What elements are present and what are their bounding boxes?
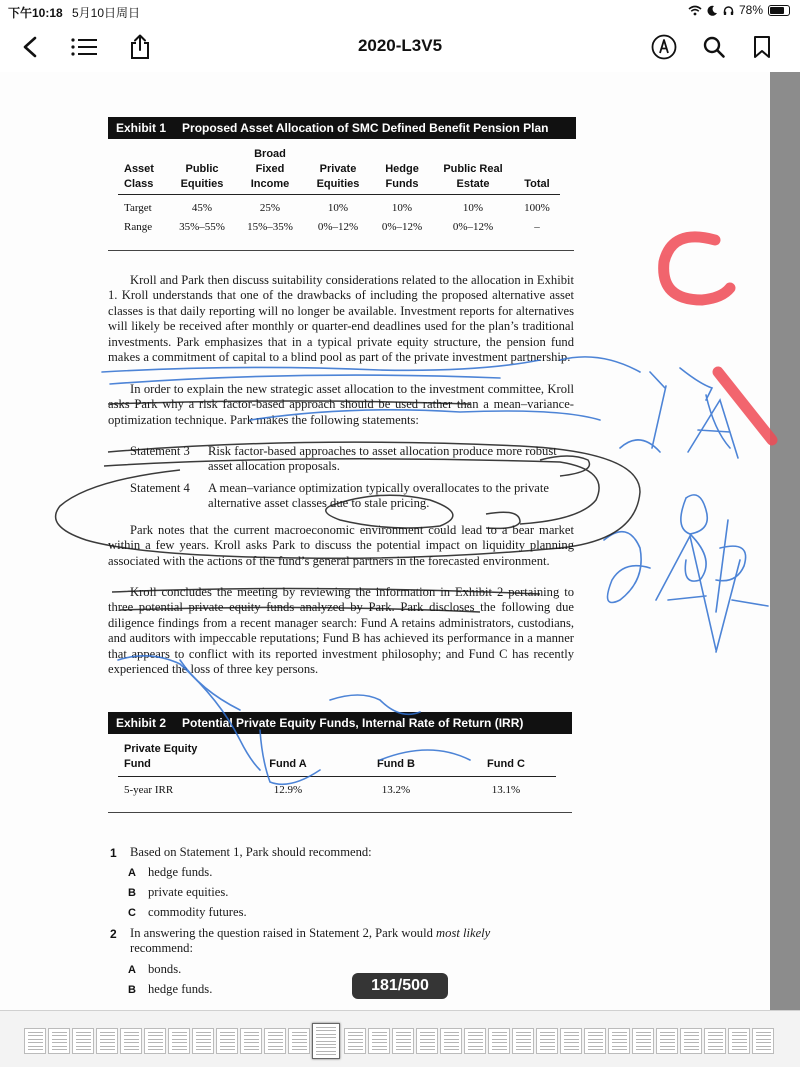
thumbnail-text-line <box>372 1049 387 1050</box>
thumbnail-text-line <box>588 1042 603 1043</box>
thumbnail-text-line <box>444 1042 459 1043</box>
thumbnail-text-line <box>684 1039 699 1040</box>
thumbnail-text-line <box>660 1035 675 1036</box>
page-thumbnail[interactable] <box>344 1028 366 1054</box>
search-icon <box>702 35 726 59</box>
thumbnail-text-line <box>28 1039 43 1040</box>
page-thumbnail[interactable] <box>72 1028 94 1054</box>
thumbnail-text-line <box>124 1032 139 1033</box>
thumbnail-text-line <box>444 1039 459 1040</box>
thumbnail-text-line <box>444 1046 459 1047</box>
thumbnail-text-line <box>540 1049 555 1050</box>
thumbnail-text-line <box>588 1049 603 1050</box>
thumbnail-text-line <box>76 1046 91 1047</box>
thumbnail-text-line <box>468 1039 483 1040</box>
back-button[interactable] <box>14 32 46 62</box>
thumbnail-text-line <box>316 1044 336 1045</box>
page-thumbnail[interactable] <box>24 1028 46 1054</box>
page-thumbnail[interactable] <box>416 1028 438 1054</box>
exhibit1-header-asset-class: Asset Class <box>124 163 154 190</box>
thumbnail-text-line <box>52 1042 67 1043</box>
thumbnail-text-line <box>268 1046 283 1047</box>
thumbnail-text-line <box>52 1039 67 1040</box>
thumbnail-text-line <box>540 1046 555 1047</box>
wifi-icon <box>688 5 702 16</box>
thumbnail-text-line <box>588 1035 603 1036</box>
page-thumbnail[interactable] <box>632 1028 654 1054</box>
thumbnail-text-line <box>516 1046 531 1047</box>
status-bar <box>0 0 800 22</box>
thumbnail-text-line <box>220 1039 235 1040</box>
page-thumbnail[interactable] <box>288 1028 310 1054</box>
exhibit2-header-fund: Private Equity Fund <box>124 743 198 770</box>
thumbnail-text-line <box>564 1039 579 1040</box>
thumbnail-text-line <box>540 1039 555 1040</box>
thumbnail-text-line <box>28 1035 43 1036</box>
thumbnail-text-line <box>564 1042 579 1043</box>
share-button[interactable] <box>124 32 156 62</box>
thumbnail-text-line <box>612 1046 627 1047</box>
page-thumbnail[interactable] <box>96 1028 118 1054</box>
thumbnail-text-line <box>588 1039 603 1040</box>
exhibit2-label: Exhibit 2 <box>116 716 167 730</box>
thumbnail-text-line <box>268 1049 283 1050</box>
page-thumbnail[interactable] <box>464 1028 486 1054</box>
thumbnail-text-line <box>148 1039 163 1040</box>
battery-percent: 78% <box>738 3 763 17</box>
thumbnail-text-line <box>420 1039 435 1040</box>
thumbnail-text-line <box>636 1032 651 1033</box>
thumbnail-text-line <box>172 1046 187 1047</box>
thumbnail-text-line <box>220 1032 235 1033</box>
thumbnail-text-line <box>172 1049 187 1050</box>
thumbnail-text-line <box>316 1041 336 1042</box>
statement4-label: Statement 4 <box>130 481 190 495</box>
search-button[interactable] <box>698 32 730 62</box>
thumbnail-text-line <box>76 1032 91 1033</box>
thumbnail-text-line <box>292 1049 307 1050</box>
exhibit1-title: Proposed Asset Allocation of SMC Defined Benefit Pension Plan <box>182 121 549 135</box>
thumbnail-text-line <box>196 1035 211 1036</box>
thumbnail-text-line <box>660 1032 675 1033</box>
page-thumbnail[interactable] <box>680 1028 702 1054</box>
thumbnail-text-line <box>100 1032 115 1033</box>
do-not-disturb-moon-icon <box>707 5 718 16</box>
status-time: 下午10:18 <box>8 6 63 20</box>
thumbnail-text-line <box>492 1042 507 1043</box>
thumbnail-text-line <box>588 1032 603 1033</box>
thumbnail-text-line <box>372 1039 387 1040</box>
thumbnail-text-line <box>420 1042 435 1043</box>
thumbnail-text-line <box>244 1046 259 1047</box>
page-thumbnail[interactable] <box>512 1028 534 1054</box>
thumbnail-text-line <box>268 1032 283 1033</box>
thumbnail-text-line <box>316 1037 336 1038</box>
share-icon <box>129 34 151 60</box>
thumbnail-text-line <box>708 1042 723 1043</box>
thumbnail-text-line <box>636 1042 651 1043</box>
thumbnail-text-line <box>612 1032 627 1033</box>
exhibit2-header-fund-c: Fund C <box>487 758 525 770</box>
thumbnail-text-line <box>468 1049 483 1050</box>
thumbnail-text-line <box>708 1032 723 1033</box>
thumbnail-text-line <box>76 1035 91 1036</box>
thumbnail-text-line <box>220 1035 235 1036</box>
thumbnail-text-line <box>316 1030 336 1031</box>
thumbnail-text-line <box>76 1042 91 1043</box>
thumbnail-text-line <box>172 1032 187 1033</box>
page-thumbnail[interactable] <box>704 1028 726 1054</box>
exhibit1-header-hedge-funds: Hedge Funds <box>385 163 419 190</box>
thumbnail-text-line <box>196 1042 211 1043</box>
page-thumbnail[interactable] <box>584 1028 606 1054</box>
thumbnail-text-line <box>516 1032 531 1033</box>
exhibit1-title-bar <box>108 117 576 139</box>
thumbnail-text-line <box>708 1049 723 1050</box>
thumbnail-text-line <box>316 1054 336 1055</box>
thumbnail-current-page[interactable] <box>312 1023 340 1059</box>
page-thumbnail[interactable] <box>120 1028 142 1054</box>
thumbnail-text-line <box>756 1049 771 1050</box>
thumbnail-text-line <box>292 1032 307 1033</box>
thumbnail-text-line <box>196 1046 211 1047</box>
thumbnail-text-line <box>220 1046 235 1047</box>
thumbnail-text-line <box>564 1032 579 1033</box>
thumbnail-text-line <box>396 1035 411 1036</box>
thumbnail-text-line <box>100 1035 115 1036</box>
thumbnail-text-line <box>124 1042 139 1043</box>
thumbnail-text-line <box>124 1039 139 1040</box>
thumbnail-text-line <box>100 1042 115 1043</box>
thumbnail-text-line <box>28 1049 43 1050</box>
thumbnail-text-line <box>732 1049 747 1050</box>
thumbnail-text-line <box>244 1032 259 1033</box>
paragraph-bear-market: Park notes that the current macroeconomic environment could lead to a bear market within a few years. Kroll asks Park to discuss the potential impact on liquidity planning associated with the actions of the fund’s general partners in the forecasted environment. <box>108 523 574 568</box>
paragraph-suitability: Kroll and Park then discuss suitability considerations related to the allocation in Exhibit 1. Kroll understands that one of the drawbacks of including the proposed alternative asset classes is that daily reporting will no longer be available. Investment reports for alternatives will likely be received after monthly or quarter-end deadlines used for the plan’s traditional investments. Park emphasizes that in a typical private equity structure, the pension fund makes a commitment of capital to a blind pool as part of the private investment partnership. <box>108 273 574 365</box>
thumbnail-text-line <box>756 1032 771 1033</box>
thumbnail-text-line <box>660 1046 675 1047</box>
exhibit1-header-private-equities: Private Equities <box>316 163 360 190</box>
thumbnail-text-line <box>732 1046 747 1047</box>
thumbnail-text-line <box>516 1039 531 1040</box>
question-2-text: In answering the question raised in Statement 2, Park would most likely recommend: <box>130 926 491 956</box>
paragraph-risk-factor: In order to explain the new strategic asset allocation to the investment committee, Kroll asks Park why a risk factor-based approach should be used rather than a mean–variance-optimization technique. Park makes the following statements: <box>108 382 574 427</box>
thumbnail-text-line <box>148 1032 163 1033</box>
thumbnail-text-line <box>468 1046 483 1047</box>
thumbnail-text-line <box>468 1032 483 1033</box>
outline-list-button[interactable] <box>68 32 100 62</box>
thumbnail-text-line <box>708 1046 723 1047</box>
bookmark-button[interactable] <box>746 32 778 62</box>
thumbnail-text-line <box>244 1049 259 1050</box>
thumbnail-text-line <box>612 1035 627 1036</box>
thumbnail-text-line <box>220 1049 235 1050</box>
thumbnail-text-line <box>148 1035 163 1036</box>
battery-icon <box>768 5 790 16</box>
toolbar <box>0 22 800 72</box>
thumbnail-text-line <box>172 1042 187 1043</box>
thumbnail-text-line <box>444 1032 459 1033</box>
thumbnail-text-line <box>708 1039 723 1040</box>
thumbnail-text-line <box>540 1042 555 1043</box>
document-viewer[interactable] <box>0 72 800 1010</box>
thumbnail-text-line <box>420 1035 435 1036</box>
thumbnail-text-line <box>420 1032 435 1033</box>
document-title: 2020-L3V5 <box>357 36 443 55</box>
exhibit1-header-total: Total <box>524 178 550 190</box>
statement3-text: Risk factor-based approaches to asset allocation produce more robust asset allocation proposals. <box>208 444 557 474</box>
thumbnail-text-line <box>244 1035 259 1036</box>
exhibit2-title: Potential Private Equity Funds, Internal Rate of Return (IRR) <box>182 716 524 730</box>
status-right <box>688 3 790 17</box>
thumbnail-text-line <box>148 1042 163 1043</box>
thumbnail-text-line <box>244 1039 259 1040</box>
exhibit1-header-rule <box>118 194 560 195</box>
thumbnail-text-line <box>420 1049 435 1050</box>
pdf-page[interactable]: Exhibit 1 Proposed Asset Allocation of SMC Defined Benefit Pension Plan Asset Class Public Equities Broad Fixed Income Private Equities Hedge Funds Public Real Estate Total Target 45% 25% 10% 10% 10% 100% Range 35%–55% 15%–35% 0%–12% 0%–12% 0%–12% – Kroll and Park then discuss suitability considerations related to the allocation in Exhibit 1. Kroll understands that one of the drawbacks of including the proposed alternative asset classes is that daily reporting will no longer be available. Investment reports for alternatives will likely be received after monthly or quarter-end deadlines used for the plan’s traditional investments. Park emphasizes that in a typical private equity structure, the pension fund makes a commitment of capital to a blind pool as part of the private investment partnership. In order to explain the new strategic asset allocation to the investment committee, Kroll asks Park why a risk factor-based approach should be used rather than a mean–variance-optimization technique. Park makes the following statements: Statement 3 Risk factor-based approaches to asset allocation produce more robust asset allocation proposals. Statement 4 A mean–variance optimization typically overallocates to the private alternative asset classes due to stale pricing. Park notes that the current macroeconomic environment could lead to a bear market within a few years. Kroll asks Park to discuss the potential impact on liquidity planning associated with the actions of the fund’s general partners in the forecasted environment. Kroll concludes the meeting by reviewing the information in Exhibit 2 pertaining to three potential private equity funds analyzed by Park. Park discloses the following due diligence findings from a recent manager search: Fund A retains administrators, custodians, and auditors with impeccable reputations; Fund B has achieved its performance in a manner that appears to conflict with its reported investment philosophy; and Fund C has recently experienced the loss of three key persons. Exhibit 2 Potential Private Equity Funds, Internal Rate of Return (IRR) Private Equity Fund Fund A Fund B Fund C 5-year IRR 12.9% 13.2% 13.1% 1 Based on Statement 1, Park should recommend: A hedge funds. B private equities. C commodity futures. 2 In answering the question raised in Statement 2, Park would most likely recommend: A bonds. B hedge funds. <box>0 72 770 1010</box>
thumbnail-text-line <box>708 1035 723 1036</box>
thumbnail-text-line <box>268 1035 283 1036</box>
thumbnail-text-line <box>684 1032 699 1033</box>
exhibit1-header-broad-fixed-income: Broad Fixed Income <box>250 148 290 190</box>
thumbnail-text-line <box>564 1035 579 1036</box>
thumbnail-text-line <box>492 1049 507 1050</box>
chevron-left-icon <box>22 36 38 58</box>
thumbnail-text-line <box>516 1042 531 1043</box>
thumbnail-text-line <box>444 1035 459 1036</box>
exhibit2-title-bar <box>108 712 572 734</box>
thumbnail-text-line <box>612 1039 627 1040</box>
thumbnail-text-line <box>28 1042 43 1043</box>
thumbnail-text-line <box>100 1039 115 1040</box>
exhibit1-header-public-real-estate: Public Real Estate <box>443 163 503 190</box>
thumbnail-text-line <box>196 1032 211 1033</box>
pen-circle-icon <box>651 34 677 60</box>
thumbnail-text-line <box>268 1039 283 1040</box>
page-thumbnail-strip[interactable] <box>0 1010 800 1067</box>
thumbnail-text-line <box>196 1049 211 1050</box>
thumbnail-text-line <box>660 1042 675 1043</box>
thumbnail-text-line <box>684 1042 699 1043</box>
thumbnail-text-line <box>124 1049 139 1050</box>
thumbnail-text-line <box>588 1046 603 1047</box>
thumbnail-text-line <box>76 1049 91 1050</box>
page-thumbnail[interactable] <box>264 1028 286 1054</box>
thumbnail-text-line <box>612 1042 627 1043</box>
page-thumbnail[interactable] <box>192 1028 214 1054</box>
thumbnail-text-line <box>660 1039 675 1040</box>
thumbnail-text-line <box>516 1035 531 1036</box>
exhibit1-header-public-equities: Public Equities <box>180 163 224 190</box>
thumbnail-text-line <box>756 1039 771 1040</box>
page-thumbnail[interactable] <box>728 1028 750 1054</box>
thumbnail-text-line <box>756 1035 771 1036</box>
statement4-text: A mean–variance optimization typically overallocates to the private alternative asset classes due to stale pricing. <box>208 481 549 511</box>
thumbnail-text-line <box>396 1042 411 1043</box>
statement3-label: Statement 3 <box>130 444 190 458</box>
page-thumbnail[interactable] <box>488 1028 510 1054</box>
thumbnail-text-line <box>636 1039 651 1040</box>
page-scroll-gutter[interactable] <box>770 72 800 1010</box>
page-thumbnail[interactable] <box>368 1028 390 1054</box>
thumbnail-text-line <box>292 1039 307 1040</box>
thumbnail-text-line <box>76 1039 91 1040</box>
page-thumbnail[interactable] <box>168 1028 190 1054</box>
thumbnail-text-line <box>316 1034 336 1035</box>
thumbnail-text-line <box>564 1049 579 1050</box>
thumbnail-text-line <box>636 1035 651 1036</box>
thumbnail-text-line <box>636 1046 651 1047</box>
thumbnail-text-line <box>100 1049 115 1050</box>
thumbnail-text-line <box>564 1046 579 1047</box>
thumbnail-text-line <box>348 1042 363 1043</box>
thumbnail-text-line <box>52 1046 67 1047</box>
page-thumbnail[interactable] <box>560 1028 582 1054</box>
thumbnail-text-line <box>52 1049 67 1050</box>
thumbnail-text-line <box>172 1039 187 1040</box>
page-thumbnail[interactable] <box>608 1028 630 1054</box>
page-thumbnail[interactable] <box>752 1028 774 1054</box>
thumbnail-text-line <box>732 1039 747 1040</box>
thumbnail-text-line <box>396 1046 411 1047</box>
thumbnail-text-line <box>348 1032 363 1033</box>
thumbnail-text-line <box>684 1046 699 1047</box>
thumbnail-text-line <box>492 1039 507 1040</box>
page-indicator: 181/500 <box>352 973 448 999</box>
thumbnail-text-line <box>52 1035 67 1036</box>
thumbnail-text-line <box>196 1039 211 1040</box>
thumbnail-text-line <box>660 1049 675 1050</box>
thumbnail-text-line <box>732 1032 747 1033</box>
thumbnail-text-line <box>316 1051 336 1052</box>
thumbnail-text-line <box>636 1049 651 1050</box>
page-thumbnail[interactable] <box>440 1028 462 1054</box>
page-thumbnail[interactable] <box>240 1028 262 1054</box>
thumbnail-text-line <box>492 1032 507 1033</box>
thumbnail-text-line <box>268 1042 283 1043</box>
exhibit1-label: Exhibit 1 <box>116 121 167 135</box>
thumbnail-text-line <box>348 1039 363 1040</box>
thumbnail-text-line <box>348 1049 363 1050</box>
thumbnail-text-line <box>372 1035 387 1036</box>
thumbnail-text-line <box>684 1049 699 1050</box>
thumbnail-text-line <box>348 1035 363 1036</box>
exhibit1-bottom-rule <box>108 250 574 251</box>
thumbnail-text-line <box>732 1035 747 1036</box>
thumbnail-text-line <box>124 1046 139 1047</box>
bookmark-icon <box>753 35 771 59</box>
status-date: 5月10日周日 <box>72 6 141 20</box>
page-thumbnail[interactable] <box>392 1028 414 1054</box>
thumbnail-text-line <box>316 1047 336 1048</box>
page-thumbnail[interactable] <box>536 1028 558 1054</box>
thumbnail-text-line <box>732 1042 747 1043</box>
thumbnail-text-line <box>52 1032 67 1033</box>
thumbnail-text-line <box>124 1035 139 1036</box>
thumbnail-text-line <box>244 1042 259 1043</box>
thumbnail-text-line <box>292 1046 307 1047</box>
thumbnail-text-line <box>220 1042 235 1043</box>
thumbnail-text-line <box>396 1039 411 1040</box>
annotate-button[interactable] <box>648 32 680 62</box>
thumbnail-text-line <box>292 1035 307 1036</box>
thumbnail-text-line <box>100 1046 115 1047</box>
thumbnail-text-line <box>492 1035 507 1036</box>
headphones-icon <box>723 5 734 16</box>
thumbnail-text-line <box>468 1035 483 1036</box>
exhibit2-header-rule <box>118 776 556 777</box>
paragraph-due-diligence: Kroll concludes the meeting by reviewing the information in Exhibit 2 pertaining to three potential private equity funds analyzed by Park. Park discloses the following due diligence findings from a recent manager search: Fund A retains administrators, custodians, and auditors with impeccable reputations; Fund B has achieved its performance in a manner that appears to conflict with its reported investment philosophy; and Fund C has recently experienced the loss of three key persons. <box>108 585 574 677</box>
thumbnail-text-line <box>756 1042 771 1043</box>
thumbnail-text-line <box>684 1035 699 1036</box>
thumbnail-text-line <box>372 1046 387 1047</box>
thumbnail-text-line <box>316 1027 336 1028</box>
page-thumbnail[interactable] <box>656 1028 678 1054</box>
page-thumbnail[interactable] <box>216 1028 238 1054</box>
thumbnail-text-line <box>28 1046 43 1047</box>
thumbnail-text-line <box>348 1046 363 1047</box>
exhibit2-header-fund-a: Fund A <box>269 758 307 770</box>
thumbnail-text-line <box>28 1032 43 1033</box>
thumbnail-text-line <box>148 1046 163 1047</box>
thumbnail-text-line <box>540 1032 555 1033</box>
thumbnail-text-line <box>444 1049 459 1050</box>
thumbnail-text-line <box>756 1046 771 1047</box>
thumbnail-text-line <box>468 1042 483 1043</box>
thumbnail-text-line <box>492 1046 507 1047</box>
thumbnail-text-line <box>372 1042 387 1043</box>
list-icon <box>70 37 98 57</box>
thumbnail-text-line <box>372 1032 387 1033</box>
page-thumbnail[interactable] <box>48 1028 70 1054</box>
thumbnail-text-line <box>612 1049 627 1050</box>
thumbnail-text-line <box>148 1049 163 1050</box>
thumbnail-text-line <box>396 1032 411 1033</box>
thumbnail-text-line <box>540 1035 555 1036</box>
thumbnail-text-line <box>420 1046 435 1047</box>
thumbnail-text-line <box>292 1042 307 1043</box>
thumbnail-text-line <box>516 1049 531 1050</box>
thumbnail-text-line <box>396 1049 411 1050</box>
thumbnail-text-line <box>172 1035 187 1036</box>
page-thumbnail[interactable] <box>144 1028 166 1054</box>
exhibit2-header-fund-b: Fund B <box>377 758 415 770</box>
exhibit2-bottom-rule <box>108 812 572 813</box>
battery-fill <box>770 7 784 14</box>
